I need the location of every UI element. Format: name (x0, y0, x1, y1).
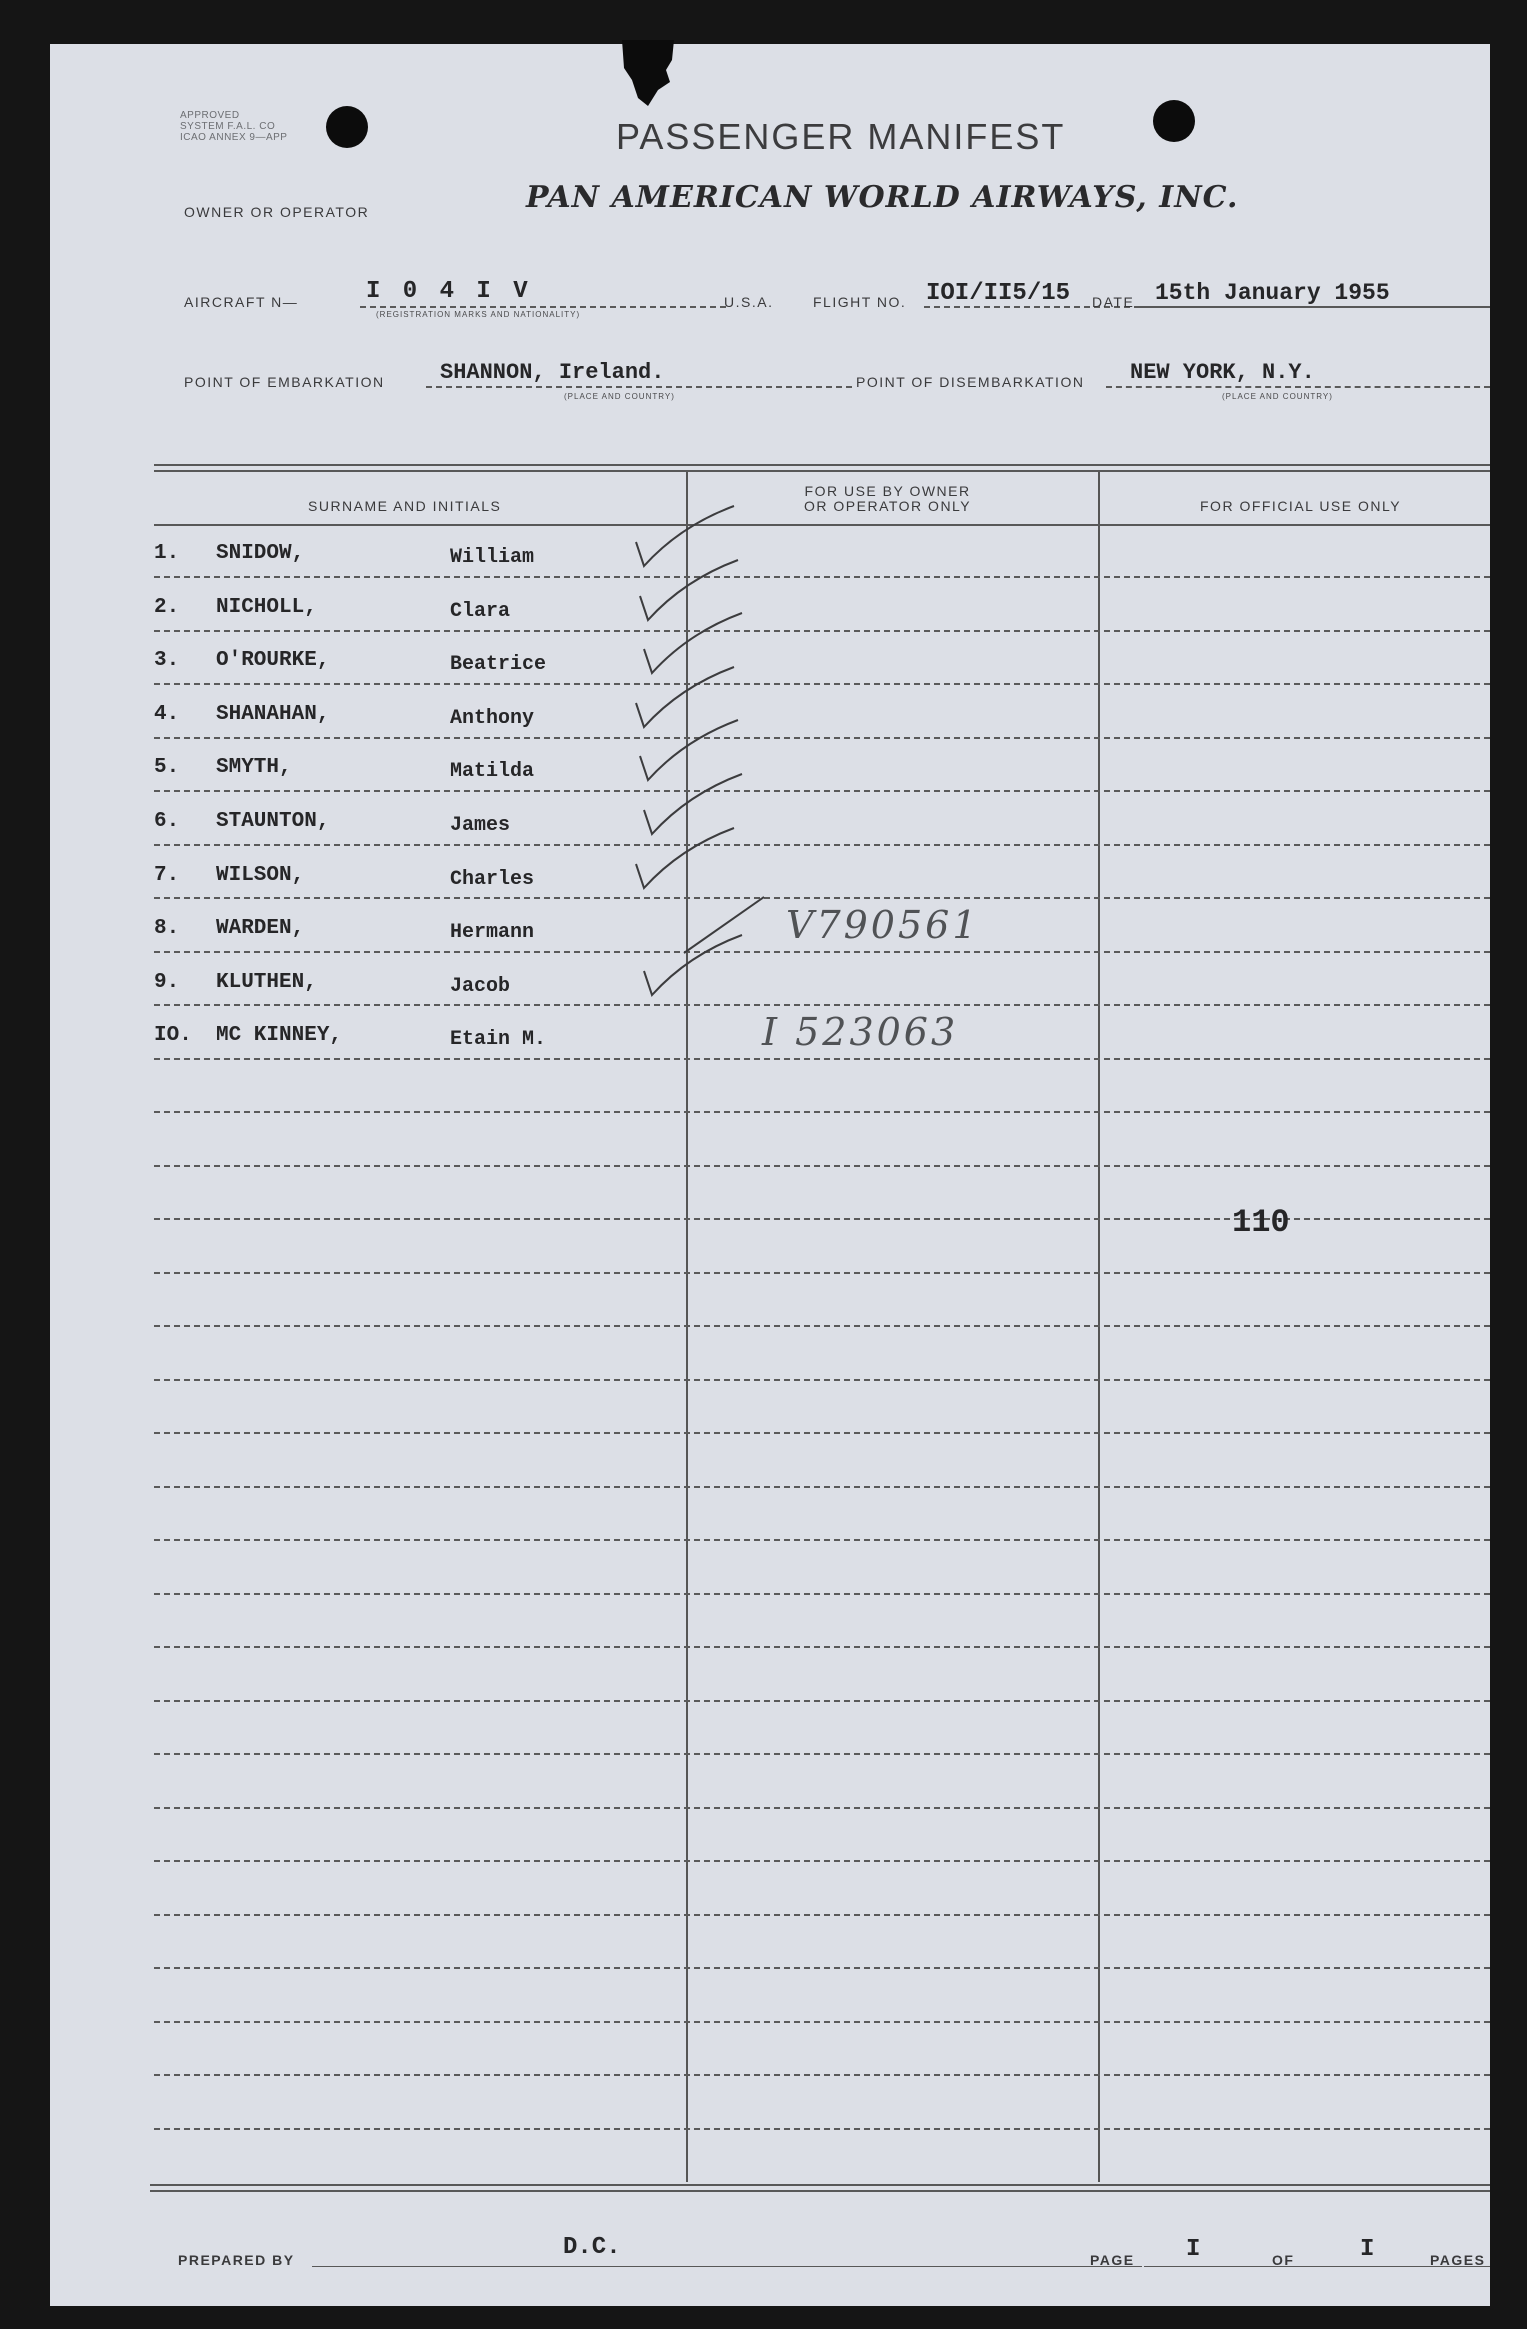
disembarkation-underline (1106, 386, 1490, 388)
passenger-given-name: Charles (450, 868, 535, 891)
passenger-given-name: Matilda (450, 760, 535, 783)
row-rule (154, 1646, 1490, 1648)
row-rule (154, 1379, 1490, 1381)
passenger-surname: O'ROURKE, (216, 649, 330, 672)
passenger-number: 4. (154, 703, 180, 726)
passenger-number: 5. (154, 756, 180, 779)
flight-label: FLIGHT NO. (813, 294, 907, 310)
embarkation-value: SHANNON, Ireland. (440, 360, 665, 385)
row-rule (154, 683, 1490, 685)
passenger-surname: WILSON, (216, 864, 305, 887)
disembarkation-label: POINT OF DISEMBARKATION (856, 374, 1085, 390)
row-rule (154, 844, 1490, 846)
page-label: PAGE (1090, 2252, 1135, 2268)
owner-label: OWNER OR OPERATOR (184, 204, 370, 220)
row-rule (154, 576, 1490, 578)
row-rule (154, 1325, 1490, 1327)
passenger-given-name: Clara (450, 600, 511, 623)
passenger-number: 8. (154, 917, 180, 940)
row-rule (154, 1700, 1490, 1702)
row-rule (154, 2021, 1490, 2023)
prepared-by-underline (312, 2266, 1142, 2267)
header-bottom-rule (154, 524, 1490, 526)
of-label: OF (1272, 2252, 1295, 2268)
passenger-given-name: Beatrice (450, 653, 547, 676)
row-rule (154, 1807, 1490, 1809)
passenger-given-name: James (450, 814, 511, 837)
passenger-number: 3. (154, 649, 180, 672)
embarkation-underline (426, 386, 852, 388)
stray-tick-mark (680, 893, 770, 963)
column-header-surname: SURNAME AND INITIALS (308, 498, 502, 514)
row-rule (154, 737, 1490, 739)
column-divider-2 (1098, 472, 1100, 2182)
embarkation-caption: (PLACE AND COUNTRY) (564, 392, 675, 401)
row-rule (154, 897, 1490, 899)
passenger-number: IO. (154, 1024, 192, 1047)
passenger-given-name: Etain M. (450, 1028, 547, 1051)
embarkation-label: POINT OF EMBARKATION (184, 374, 385, 390)
row-rule (154, 1860, 1490, 1862)
punch-hole-left (326, 106, 368, 148)
row-rule (154, 630, 1490, 632)
column-header-owner: FOR USE BY OWNER OR OPERATOR ONLY (804, 483, 972, 514)
row-rule (154, 1111, 1490, 1113)
handwritten-note: I 523063 (762, 1010, 959, 1054)
row-rule (154, 1004, 1490, 1006)
passenger-surname: MC KINNEY, (216, 1024, 343, 1047)
of-value: I (1360, 2236, 1375, 2263)
date-value: 15th January 1955 (1155, 280, 1390, 306)
row-rule (154, 951, 1490, 953)
prepared-by-value: D.C. (563, 2234, 621, 2261)
column-header-official: FOR OFFICIAL USE ONLY (1200, 498, 1402, 514)
official-mark: 110 (1232, 1204, 1290, 1241)
pages-label: PAGES (1430, 2252, 1486, 2268)
table-top-rule-1 (154, 464, 1490, 466)
manifest-sheet (50, 44, 1490, 2306)
aircraft-label: AIRCRAFT N— (184, 294, 299, 310)
approval-stamp: APPROVED SYSTEM F.A.L. CO ICAO ANNEX 9—APP (180, 110, 288, 143)
row-rule (154, 1432, 1490, 1434)
checkmark-icon (630, 824, 740, 894)
date-label: DATE (1092, 294, 1135, 310)
row-rule (154, 1593, 1490, 1595)
passenger-number: 9. (154, 971, 180, 994)
operator-name: PAN AMERICAN WORLD AIRWAYS, INC. (526, 180, 1239, 215)
handwritten-note: V790561 (786, 903, 980, 947)
date-underline (1140, 306, 1490, 308)
passenger-surname: STAUNTON, (216, 810, 330, 833)
torn-paper-mark (618, 40, 678, 112)
passenger-surname: SNIDOW, (216, 542, 305, 565)
passenger-number: 6. (154, 810, 180, 833)
row-rule (154, 1967, 1490, 1969)
passenger-given-name: Anthony (450, 707, 535, 730)
row-rule (154, 1058, 1490, 1060)
aircraft-caption: (REGISTRATION MARKS AND NATIONALITY) (376, 310, 581, 319)
row-rule (154, 2074, 1490, 2076)
table-bottom-rule-1 (150, 2184, 1490, 2186)
passenger-surname: NICHOLL, (216, 596, 317, 619)
passenger-number: 2. (154, 596, 180, 619)
disembarkation-value: NEW YORK, N.Y. (1130, 360, 1315, 385)
passenger-surname: WARDEN, (216, 917, 305, 940)
row-rule (154, 1165, 1490, 1167)
page-title: PASSENGER MANIFEST (616, 116, 1066, 157)
page-value: I (1186, 2236, 1201, 2263)
flight-number: IOI/II5/15 (926, 280, 1071, 307)
row-rule (154, 1486, 1490, 1488)
passenger-given-name: Hermann (450, 921, 535, 944)
aircraft-country: U.S.A. (724, 294, 774, 310)
row-rule (154, 790, 1490, 792)
row-rule (154, 1914, 1490, 1916)
table-bottom-rule-2 (150, 2190, 1490, 2192)
punch-hole-right (1153, 100, 1195, 142)
row-rule (154, 1753, 1490, 1755)
passenger-number: 7. (154, 864, 180, 887)
passenger-number: 1. (154, 542, 180, 565)
passenger-given-name: Jacob (450, 975, 511, 998)
prepared-by-label: PREPARED BY (178, 2252, 295, 2268)
row-rule (154, 1272, 1490, 1274)
aircraft-underline (360, 306, 726, 308)
row-rule (154, 2128, 1490, 2130)
disembarkation-caption: (PLACE AND COUNTRY) (1222, 392, 1333, 401)
table-top-rule-2 (154, 470, 1490, 472)
passenger-surname: KLUTHEN, (216, 971, 317, 994)
passenger-given-name: William (450, 546, 535, 569)
passenger-surname: SMYTH, (216, 756, 292, 779)
row-rule (154, 1539, 1490, 1541)
aircraft-registration: I 0 4 I V (366, 278, 532, 305)
passenger-surname: SHANAHAN, (216, 703, 330, 726)
